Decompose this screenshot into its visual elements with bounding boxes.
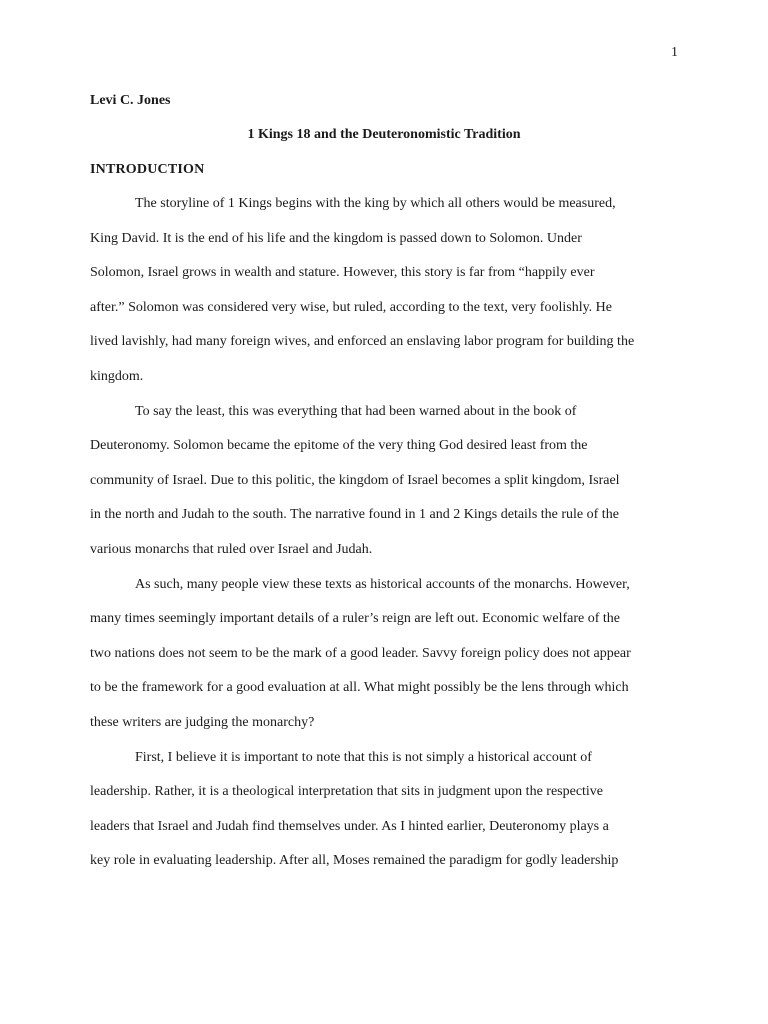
body-text — [90, 187, 680, 879]
paragraph-line: lived lavishly, had many foreign wives, and enforced an enslaving labor program for building the — [90, 334, 635, 350]
paragraph-line: after.” Solomon was considered very wise, but ruled, according to the text, very foolishly. He — [90, 299, 613, 315]
paragraph-line: in the north and Judah to the south. The narrative found in 1 and 2 Kings details the rule of the — [90, 507, 619, 523]
paragraph-line: As such, many people view these texts as historical accounts of the monarchs. However, — [135, 576, 630, 592]
paragraph-line: King David. It is the end of his life and the kingdom is passed down to Solomon. Under — [90, 230, 582, 246]
page-number: 1 — [671, 45, 678, 60]
paragraph-line: two nations does not seem to be the mark of a good leader. Savvy foreign policy does not appear — [90, 645, 631, 661]
paragraph-line: these writers are judging the monarchy? — [90, 714, 315, 730]
section-heading-introduction: INTRODUCTION — [90, 162, 205, 177]
paragraph-line: First, I believe it is important to note that this is not simply a historical account of — [135, 749, 592, 765]
document-title: 1 Kings 18 and the Deuteronomistic Tradition — [247, 127, 521, 142]
paragraph-line: kingdom. — [90, 368, 144, 384]
paragraph-line: community of Israel. Due to this politic, the kingdom of Israel becomes a split kingdom, Israel — [90, 472, 620, 488]
author-name: Levi C. Jones — [90, 93, 171, 108]
paragraph-line: leadership. Rather, it is a theological interpretation that sits in judgment upon the respective — [90, 784, 604, 800]
paragraph-line: The storyline of 1 Kings begins with the king by which all others would be measured, — [135, 196, 616, 211]
paragraph-line: leaders that Israel and Judah find themselves under. As I hinted earlier, Deuteronomy plays a — [90, 818, 609, 834]
paragraph-line: many times seemingly important details of a ruler’s reign are left out. Economic welfare of the — [90, 611, 621, 627]
paragraph-line: key role in evaluating leadership. After all, Moses remained the paradigm for godly leadership — [90, 853, 619, 869]
paragraph-line: Solomon, Israel grows in wealth and stature. However, this story is far from “happily ever — [90, 265, 595, 281]
paragraph-line: Deuteronomy. Solomon became the epitome of the very thing God desired least from the — [90, 438, 588, 454]
paragraph-line: to be the framework for a good evaluation at all. What might possibly be the lens through which — [90, 680, 629, 696]
paragraph-line: various monarchs that ruled over Israel and Judah. — [90, 541, 373, 557]
paragraph-line: To say the least, this was everything that had been warned about in the book of — [135, 403, 577, 419]
